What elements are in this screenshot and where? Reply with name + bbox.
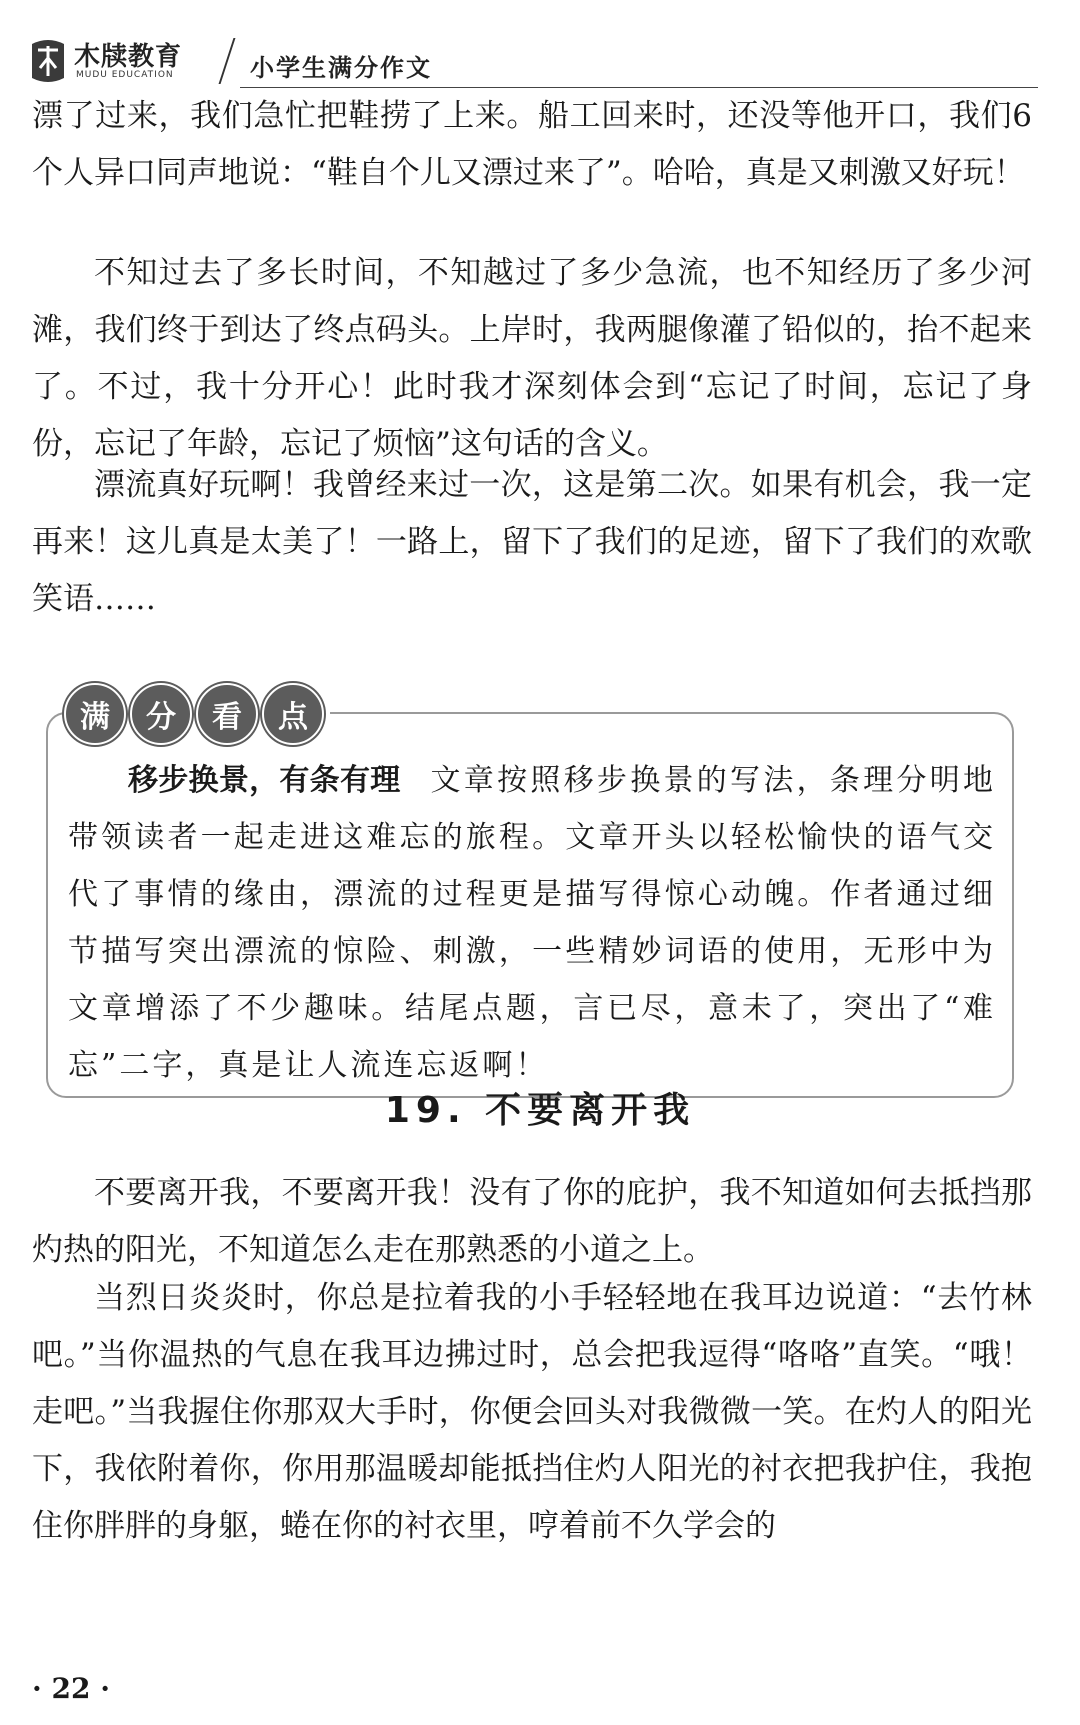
body-paragraph: 不知过去了多长时间，不知越过了多少急流，也不知经历了多少河滩，我们终于到达了终点码头。上岸时，我两腿像灌了铅似的，抬不起来了。不过，我十分开心！此时我才深刻体会到“忘记了时间，忘记了身份，忘记了年龄，忘记了烦恼”这句话的含义。 xyxy=(32,255,1032,462)
series-title: 小学生满分作文 xyxy=(250,54,432,82)
body-paragraph: 当烈日炎炎时，你总是拉着我的小手轻轻地在我耳边说道：“去竹林吧。”当你温热的气息在我耳边拂过时，总会把我逗得“咯咯”直笑。“哦！走吧。”当我握住你那双大手时，你便会回头对我微微一笑。在灼人的阳光下，我依附着你，你用那温暖却能抵挡住灼人阳光的衬衣把我护住，我抱住你胖胖的身躯，蜷在你的衬衣里，哼着前不久学会的 xyxy=(32,1280,1032,1544)
commentary-badge: 分 xyxy=(130,683,192,745)
brand-name-english: MUDU EDUCATION xyxy=(76,70,174,80)
body-paragraph: 不要离开我，不要离开我！没有了你的庇护，我不知道如何去抵挡那灼热的阳光，不知道怎么走在那熟悉的小道之上。 xyxy=(32,1175,1032,1268)
header-divider xyxy=(219,38,236,84)
page-number: · 22 · xyxy=(32,1672,110,1705)
mudu-logo-icon xyxy=(28,34,68,86)
commentary-lead: 移步换景，有条有理 xyxy=(128,763,401,798)
body-paragraph: 漂流真好玩啊！我曾经来过一次，这是第二次。如果有机会，我一定再来！这儿真是太美了！一路上，留下了我们的足迹，留下了我们的欢歌笑语…… xyxy=(32,467,1032,617)
commentary-badge: 满 xyxy=(64,683,126,745)
brand-name: 木牍教育 xyxy=(74,42,183,72)
commentary-badge: 点 xyxy=(262,683,324,745)
commentary-body: 文章按照移步换景的写法，条理分明地带领读者一起走进这难忘的旅程。文章开头以轻松愉快的语气交代了事情的缘由，漂流的过程更是描写得惊心动魄。作者通过细节描写突出漂流的惊险、刺激，一些精妙词语的使用，无形中为文章增添了不少趣味。结尾点题，言已尽，意未了，突出了“难忘”二字，真是让人流连忘返啊！ xyxy=(68,763,997,1083)
commentary-badge: 看 xyxy=(196,683,258,745)
essay-title: 19. 不要离开我 xyxy=(384,1090,696,1131)
commentary-text xyxy=(68,752,996,1094)
commentary-badge-row xyxy=(64,683,330,745)
page-header xyxy=(28,30,1038,88)
body-paragraph: 漂了过来，我们急忙把鞋捞了上来。船工回来时，还没等他开口，我们6个人异口同声地说：“鞋自个儿又漂过来了”。哈哈，真是又刺激又好玩！ xyxy=(32,98,1032,191)
